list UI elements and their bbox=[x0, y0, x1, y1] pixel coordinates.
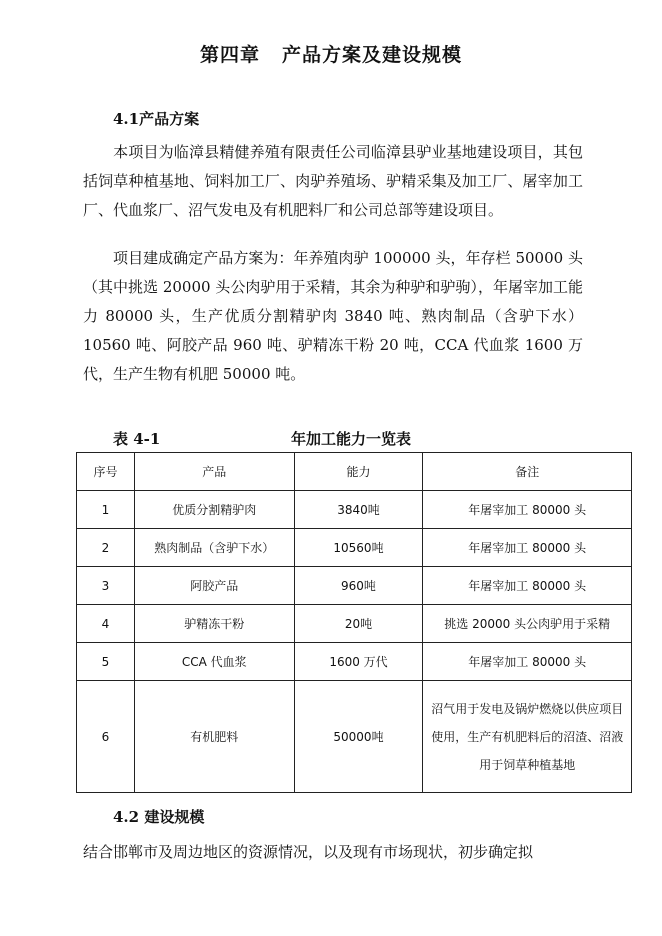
paragraph-project-scope-text: 本项目为临漳县精健养殖有限责任公司临漳县驴业基地建设项目，其包括饲草种植基地、饲料加工厂、肉驴养殖场、驴精采集及加工厂、屠宰加工厂、代血浆厂、沼气发电及有机肥料厂和公司总部等建设项目。 bbox=[83, 143, 583, 219]
paragraph-construction-scale-text: 结合邯郸市及周边地区的资源情况，以及现有市场现状，初步确定拟 bbox=[83, 843, 534, 861]
cell-index: 2 bbox=[77, 529, 135, 567]
cell-capacity: 960吨 bbox=[294, 567, 423, 605]
cell-note: 沼气用于发电及锅炉燃烧以供应项目使用，生产有机肥料后的沼渣、沼液用于饲草种植基地 bbox=[423, 681, 632, 793]
table-number: 表 4-1 bbox=[113, 430, 161, 448]
cell-index: 1 bbox=[77, 491, 135, 529]
table-row bbox=[77, 605, 632, 643]
paragraph-project-scope bbox=[83, 138, 583, 225]
header-product: 产品 bbox=[134, 453, 294, 491]
table-header-row bbox=[77, 453, 632, 491]
section-heading-4-1: 4.1产品方案 bbox=[113, 110, 200, 128]
table-title: 年加工能力一览表 bbox=[291, 430, 412, 448]
header-capacity: 能力 bbox=[294, 453, 423, 491]
cell-note: 年屠宰加工 80000 头 bbox=[423, 529, 632, 567]
cell-product: 阿胶产品 bbox=[134, 567, 294, 605]
cell-capacity: 1600 万代 bbox=[294, 643, 423, 681]
table-row bbox=[77, 643, 632, 681]
paragraph-construction-scale bbox=[83, 838, 583, 867]
paragraph-product-plan-text: 项目建成确定产品方案为：年养殖肉驴 100000 头，年存栏 50000 头（其中挑选 20000 头公肉驴用于采精，其余为种驴和驴驹），年屠宰加工能力 80000 头，生产优质分割精驴肉 3840 吨、熟肉制品（含驴下水）10560 吨、阿胶产品 960 吨、驴精冻干粉 20 吨，CCA 代血浆 1600 万代，生产生物有机肥 50000 吨。 bbox=[83, 249, 583, 383]
cell-product: CCA 代血浆 bbox=[134, 643, 294, 681]
cell-index: 4 bbox=[77, 605, 135, 643]
cell-capacity: 3840吨 bbox=[294, 491, 423, 529]
cell-product: 有机肥料 bbox=[134, 681, 294, 793]
chapter-number: 第四章 bbox=[199, 44, 260, 66]
cell-index: 3 bbox=[77, 567, 135, 605]
cell-capacity: 20吨 bbox=[294, 605, 423, 643]
cell-note: 挑选 20000 头公肉驴用于采精 bbox=[423, 605, 632, 643]
cell-capacity: 10560吨 bbox=[294, 529, 423, 567]
header-note: 备注 bbox=[423, 453, 632, 491]
capacity-table bbox=[76, 452, 632, 793]
cell-product: 熟肉制品（含驴下水） bbox=[134, 529, 294, 567]
table-row bbox=[77, 491, 632, 529]
table-row bbox=[77, 567, 632, 605]
paragraph-product-plan bbox=[83, 244, 583, 389]
cell-index: 5 bbox=[77, 643, 135, 681]
cell-product: 优质分割精驴肉 bbox=[134, 491, 294, 529]
section-heading-4-2: 4.2 建设规模 bbox=[113, 808, 205, 826]
cell-product: 驴精冻干粉 bbox=[134, 605, 294, 643]
table-row bbox=[77, 529, 632, 567]
cell-index: 6 bbox=[77, 681, 135, 793]
cell-capacity: 50000吨 bbox=[294, 681, 423, 793]
cell-note: 年屠宰加工 80000 头 bbox=[423, 491, 632, 529]
cell-note: 年屠宰加工 80000 头 bbox=[423, 567, 632, 605]
table-row bbox=[77, 681, 632, 793]
cell-note: 年屠宰加工 80000 头 bbox=[423, 643, 632, 681]
chapter-name: 产品方案及建设规模 bbox=[282, 44, 463, 66]
chapter-title bbox=[0, 40, 662, 67]
header-index: 序号 bbox=[77, 453, 135, 491]
